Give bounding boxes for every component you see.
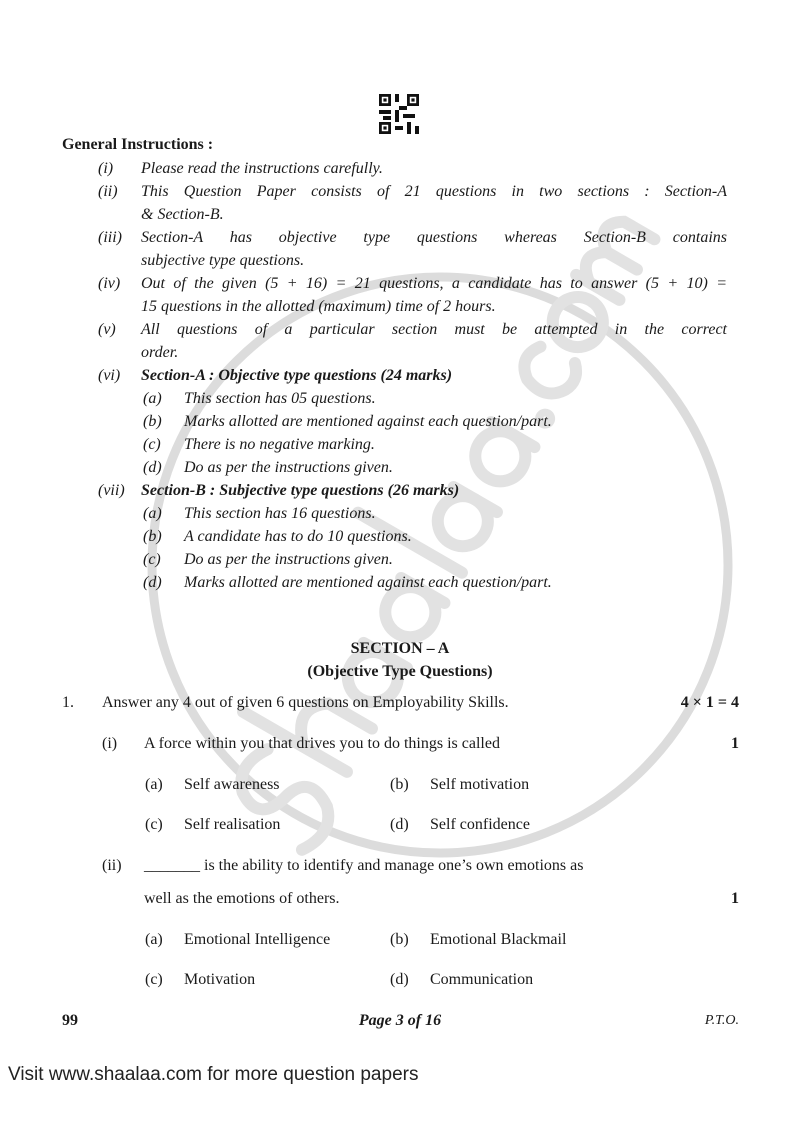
instruction-text: subjective type questions.	[141, 252, 305, 269]
sub-instruction-label: (a)	[143, 390, 162, 407]
option-text: Self awareness	[184, 776, 280, 793]
instruction-text: order.	[141, 344, 179, 361]
option-label: (a)	[145, 776, 163, 793]
option-text: Emotional Blackmail	[430, 931, 567, 948]
part-text: A force within you that drives you to do things is called	[144, 735, 500, 752]
sub-instruction-label: (c)	[143, 551, 161, 568]
instruction-number: (ii)	[98, 183, 118, 200]
sub-instruction-label: (c)	[143, 436, 161, 453]
option-label: (b)	[390, 776, 409, 793]
instruction-text: This Question Paper consists of 21 questions in two sections : Section-A	[141, 183, 727, 200]
instruction-number: (vii)	[98, 482, 125, 499]
instruction-heading: Section-B : Subjective type questions (26 marks)	[141, 482, 460, 499]
sub-instruction-text: There is no negative marking.	[184, 436, 375, 453]
sub-instruction-text: Do as per the instructions given.	[184, 551, 393, 568]
option-label: (c)	[145, 971, 163, 988]
question-text: Answer any 4 out of given 6 questions on Employability Skills.	[102, 694, 509, 711]
instruction-heading: Section-A : Objective type questions (24 marks)	[141, 367, 453, 384]
sub-instruction-text: This section has 16 questions.	[184, 505, 376, 522]
option-text: Self motivation	[430, 776, 530, 793]
qr-code-icon	[379, 94, 419, 134]
part-marks: 1	[731, 890, 739, 907]
page-number: Page 3 of 16	[358, 1012, 442, 1029]
instruction-text: & Section-B.	[141, 206, 224, 223]
pto: P.T.O.	[704, 1013, 739, 1028]
instruction-text: Please read the instructions carefully.	[141, 160, 383, 177]
part-number: (i)	[102, 735, 118, 752]
sub-instruction-text: Do as per the instructions given.	[184, 459, 393, 476]
part-text-cont: well as the emotions of others.	[144, 890, 340, 907]
instruction-text: Out of the given (5 + 16) = 21 questions, a candidate has to answer (5 + 10) =	[141, 275, 727, 292]
instruction-text: 15 questions in the allotted (maximum) time of 2 hours.	[141, 298, 496, 315]
option-label: (c)	[145, 816, 163, 833]
instruction-number: (iv)	[98, 275, 121, 292]
option-text: Self realisation	[184, 816, 281, 833]
site-footer-link[interactable]: Visit www.shaalaa.com for more question papers	[8, 1064, 419, 1085]
part-number: (ii)	[102, 857, 122, 874]
option-text: Communication	[430, 971, 534, 988]
option-label: (a)	[145, 931, 163, 948]
paper-code: 99	[62, 1012, 78, 1029]
option-text: Motivation	[184, 971, 256, 988]
question-number: 1.	[62, 694, 74, 711]
instruction-text: All questions of a particular section must be attempted in the correct	[141, 321, 727, 338]
section-subtitle: (Objective Type Questions)	[307, 663, 493, 680]
option-label: (d)	[390, 971, 409, 988]
option-label: (d)	[390, 816, 409, 833]
question-marks: 4 × 1 = 4	[680, 694, 739, 711]
instruction-number: (vi)	[98, 367, 121, 384]
sub-instruction-label: (a)	[143, 505, 162, 522]
sub-instruction-text: This section has 05 questions.	[184, 390, 376, 407]
sub-instruction-label: (d)	[143, 574, 162, 591]
sub-instruction-text: Marks allotted are mentioned against each question/part.	[184, 413, 552, 430]
part-marks: 1	[731, 735, 739, 752]
section-title: SECTION – A	[350, 640, 450, 657]
instruction-number: (i)	[98, 160, 114, 177]
part-text: _______ is the ability to identify and manage one’s own emotions as	[144, 857, 584, 874]
sub-instruction-text: A candidate has to do 10 questions.	[184, 528, 412, 545]
sub-instruction-label: (d)	[143, 459, 162, 476]
instruction-text: Section-A has objective type questions whereas Section-B contains	[141, 229, 727, 246]
sub-instruction-label: (b)	[143, 528, 162, 545]
option-label: (b)	[390, 931, 409, 948]
instruction-number: (iii)	[98, 229, 122, 246]
sub-instruction-label: (b)	[143, 413, 162, 430]
instructions-title: General Instructions :	[62, 136, 214, 153]
option-text: Emotional Intelligence	[184, 931, 331, 948]
instruction-number: (v)	[98, 321, 116, 338]
option-text: Self confidence	[430, 816, 530, 833]
sub-instruction-text: Marks allotted are mentioned against each question/part.	[184, 574, 552, 591]
